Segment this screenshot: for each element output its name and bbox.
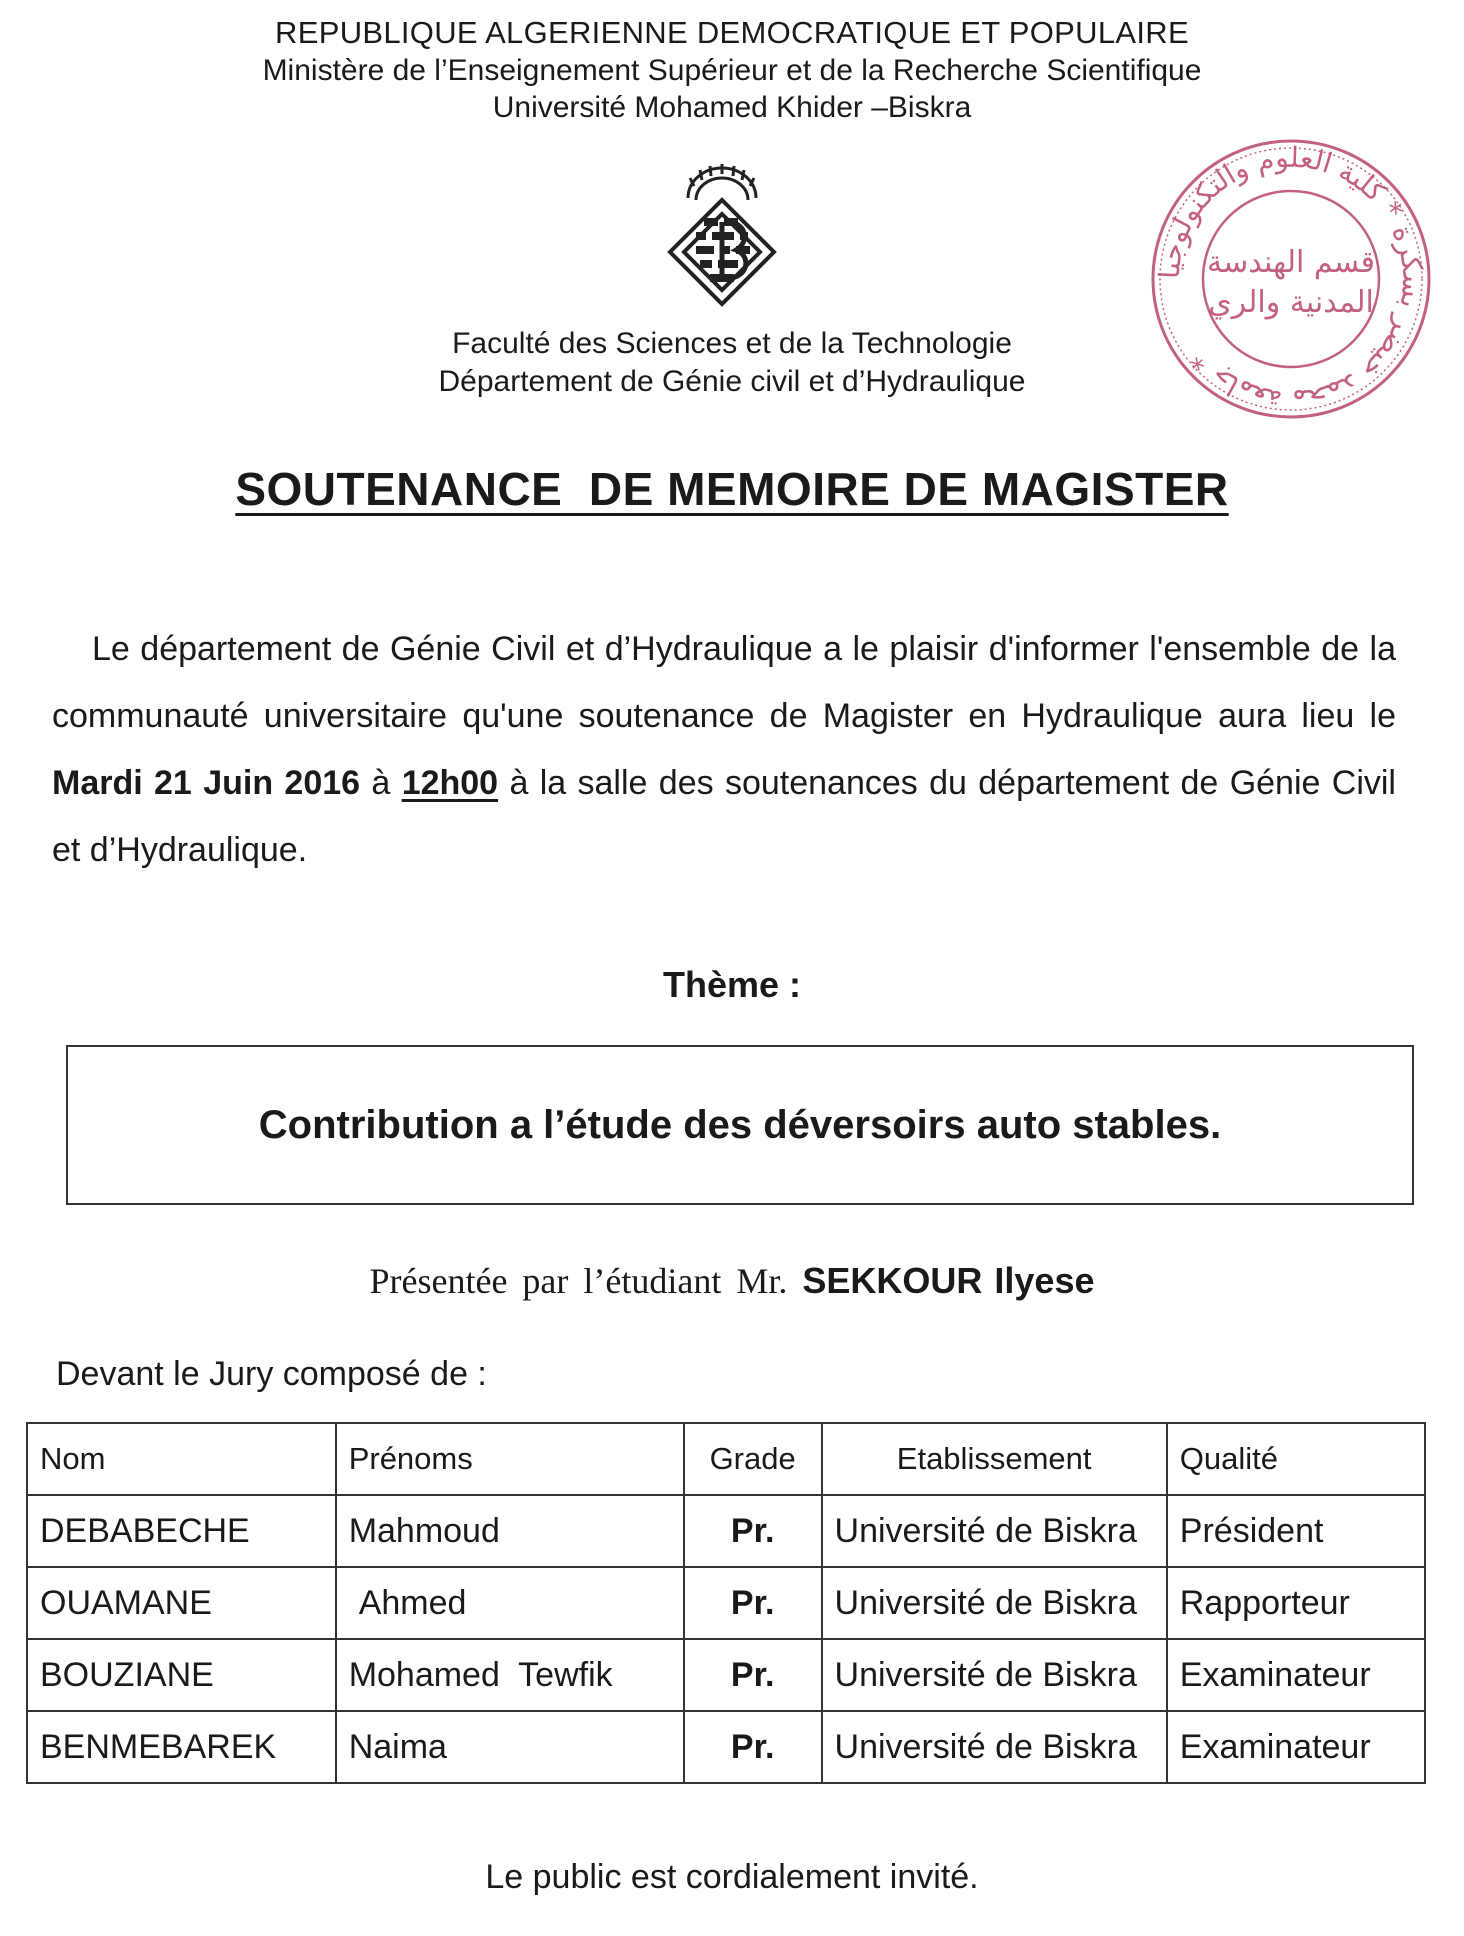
jury-etablissement: Université de Biskra xyxy=(822,1711,1167,1783)
announcement-text-3: à la salle des soutenances du département de Génie Civil et d’Hydraulique. xyxy=(52,764,1396,869)
jury-nom: OUAMANE xyxy=(27,1567,336,1639)
column-header-qualite: Qualité xyxy=(1167,1423,1425,1495)
table-row xyxy=(27,1639,1425,1711)
document-header xyxy=(0,14,1464,126)
student-name: SEKKOUR Ilyese xyxy=(802,1260,1095,1301)
column-header-prenoms: Prénoms xyxy=(336,1423,684,1495)
university-logo-icon xyxy=(660,160,784,308)
stamp-inner-line1: قسم الهندسة xyxy=(1207,245,1375,280)
presented-prefix: Présentée par l’étudiant Mr. xyxy=(369,1261,788,1301)
ministry-name: Ministère de l’Enseignement Supérieur et de la Recherche Scientifique xyxy=(262,54,1202,87)
closing-invitation: Le public est cordialement invité. xyxy=(485,1858,979,1896)
jury-intro: Devant le Jury composé de : xyxy=(56,1355,487,1393)
jury-nom: BENMEBAREK xyxy=(27,1711,336,1783)
jury-prenoms: Ahmed xyxy=(336,1567,684,1639)
table-header-row xyxy=(27,1423,1425,1495)
jury-prenoms: Mohamed Tewfik xyxy=(336,1639,684,1711)
jury-qualite: Examinateur xyxy=(1167,1711,1425,1783)
column-header-etablissement: Etablissement xyxy=(822,1423,1167,1495)
page-title xyxy=(0,462,1464,516)
jury-etablissement: Université de Biskra xyxy=(822,1495,1167,1567)
announcement-text-1: Le département de Génie Civil et d’Hydraulique a le plaisir d'informer l'ensemble de la communauté universitaire qu'une soutenance de Magister en Hydraulique aura lieu le xyxy=(52,630,1396,735)
jury-nom: DEBABECHE xyxy=(27,1495,336,1567)
jury-qualite: Président xyxy=(1167,1495,1425,1567)
announcement-paragraph xyxy=(52,616,1396,884)
jury-qualite: Rapporteur xyxy=(1167,1567,1425,1639)
column-header-nom: Nom xyxy=(27,1423,336,1495)
jury-grade: Pr. xyxy=(684,1567,822,1639)
faculty-name: Faculté des Sciences et de la Technologie xyxy=(452,327,1012,360)
title-text: SOUTENANCE DE MEMOIRE DE MAGISTER xyxy=(235,463,1229,515)
theme-text: Contribution a l’étude des déversoirs auto stables. xyxy=(258,1102,1222,1147)
column-header-grade: Grade xyxy=(684,1423,822,1495)
jury-nom: BOUZIANE xyxy=(27,1639,336,1711)
announcement-text-2: à xyxy=(360,764,402,802)
theme-box xyxy=(66,1045,1414,1205)
jury-qualite: Examinateur xyxy=(1167,1639,1425,1711)
theme-label: Thème : xyxy=(662,964,802,1005)
defense-time: 12h00 xyxy=(401,764,499,802)
faculty-block xyxy=(0,325,1464,401)
table-row xyxy=(27,1711,1425,1783)
stamp-inner-line2: المدنية والري xyxy=(1208,285,1374,320)
jury-table xyxy=(26,1422,1426,1784)
jury-etablissement: Université de Biskra xyxy=(822,1639,1167,1711)
jury-grade: Pr. xyxy=(684,1639,822,1711)
presented-by xyxy=(0,1260,1464,1302)
defense-date: Mardi 21 Juin 2016 xyxy=(52,764,361,802)
jury-etablissement: Université de Biskra xyxy=(822,1567,1167,1639)
stamp-outer-text: جامعة محمد خيضر بسكرة * كلية العلوم والتكنولوجيا * xyxy=(1152,140,1430,418)
table-row xyxy=(27,1567,1425,1639)
jury-prenoms: Naima xyxy=(336,1711,684,1783)
department-name: Département de Génie civil et d’Hydraulique xyxy=(438,365,1026,398)
table-row xyxy=(27,1495,1425,1567)
jury-prenoms: Mahmoud xyxy=(336,1495,684,1567)
jury-grade: Pr. xyxy=(684,1711,822,1783)
jury-grade: Pr. xyxy=(684,1495,822,1567)
university-name: Université Mohamed Khider –Biskra xyxy=(492,91,972,124)
republic-name: REPUBLIQUE ALGERIENNE DEMOCRATIQUE ET POPULAIRE xyxy=(275,15,1189,50)
